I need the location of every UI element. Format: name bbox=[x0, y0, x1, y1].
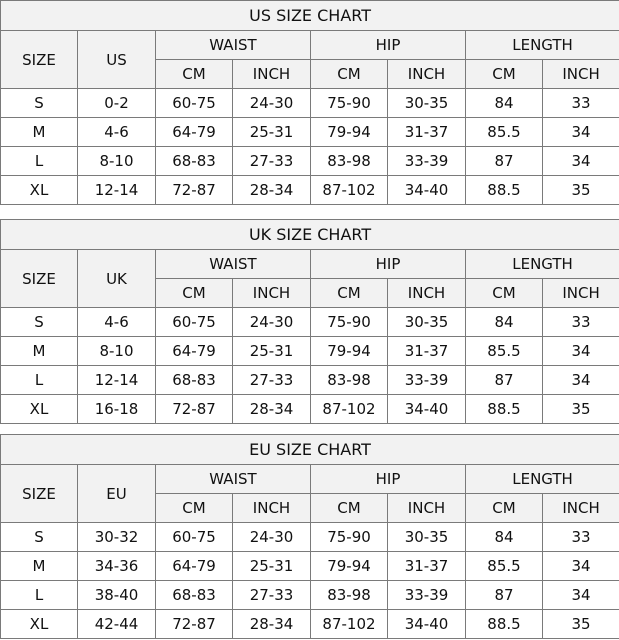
length-header: LENGTH bbox=[466, 465, 619, 494]
hip-inch-cell: 33-39 bbox=[388, 366, 466, 395]
size-cell: M bbox=[1, 552, 78, 581]
size-cell: L bbox=[1, 581, 78, 610]
size-chart-table bbox=[0, 0, 619, 205]
table-row bbox=[1, 366, 619, 395]
waist-header: WAIST bbox=[156, 31, 311, 60]
waist-cm-header: CM bbox=[156, 494, 233, 523]
waist-cm-cell: 72-87 bbox=[156, 610, 233, 639]
waist-inch-cell: 24-30 bbox=[233, 523, 311, 552]
length-cm-cell: 85.5 bbox=[466, 552, 543, 581]
size-cell: L bbox=[1, 366, 78, 395]
waist-inch-cell: 27-33 bbox=[233, 147, 311, 176]
hip-inch-header: INCH bbox=[388, 279, 466, 308]
hip-inch-cell: 34-40 bbox=[388, 395, 466, 424]
size-cell: S bbox=[1, 308, 78, 337]
length-inch-cell: 34 bbox=[543, 366, 619, 395]
size-header: SIZE bbox=[1, 250, 78, 308]
hip-inch-cell: 30-35 bbox=[388, 523, 466, 552]
size-cell: XL bbox=[1, 610, 78, 639]
waist-cm-cell: 68-83 bbox=[156, 147, 233, 176]
hip-cm-cell: 79-94 bbox=[311, 337, 388, 366]
region-cell: 8-10 bbox=[78, 337, 156, 366]
waist-inch-cell: 24-30 bbox=[233, 308, 311, 337]
hip-inch-header: INCH bbox=[388, 494, 466, 523]
length-cm-cell: 84 bbox=[466, 523, 543, 552]
region-cell: 16-18 bbox=[78, 395, 156, 424]
waist-cm-cell: 68-83 bbox=[156, 366, 233, 395]
waist-cm-cell: 64-79 bbox=[156, 552, 233, 581]
region-cell: 8-10 bbox=[78, 147, 156, 176]
table-row bbox=[1, 523, 619, 552]
hip-cm-header: CM bbox=[311, 60, 388, 89]
region-cell: 12-14 bbox=[78, 176, 156, 205]
waist-header: WAIST bbox=[156, 250, 311, 279]
waist-inch-cell: 28-34 bbox=[233, 610, 311, 639]
waist-inch-header: INCH bbox=[233, 279, 311, 308]
length-inch-cell: 35 bbox=[543, 395, 619, 424]
length-cm-cell: 88.5 bbox=[466, 176, 543, 205]
length-inch-cell: 35 bbox=[543, 176, 619, 205]
length-cm-header: CM bbox=[466, 494, 543, 523]
hip-cm-cell: 79-94 bbox=[311, 552, 388, 581]
waist-cm-cell: 60-75 bbox=[156, 308, 233, 337]
length-cm-cell: 84 bbox=[466, 89, 543, 118]
region-cell: 4-6 bbox=[78, 118, 156, 147]
hip-cm-cell: 87-102 bbox=[311, 610, 388, 639]
region-header: UK bbox=[78, 250, 156, 308]
waist-inch-cell: 25-31 bbox=[233, 337, 311, 366]
length-cm-cell: 87 bbox=[466, 366, 543, 395]
size-cell: XL bbox=[1, 176, 78, 205]
waist-inch-cell: 24-30 bbox=[233, 89, 311, 118]
waist-inch-cell: 27-33 bbox=[233, 581, 311, 610]
length-inch-cell: 33 bbox=[543, 308, 619, 337]
hip-cm-cell: 75-90 bbox=[311, 523, 388, 552]
length-inch-cell: 34 bbox=[543, 552, 619, 581]
region-cell: 42-44 bbox=[78, 610, 156, 639]
waist-inch-cell: 25-31 bbox=[233, 118, 311, 147]
waist-inch-cell: 28-34 bbox=[233, 176, 311, 205]
hip-inch-header: INCH bbox=[388, 60, 466, 89]
region-cell: 4-6 bbox=[78, 308, 156, 337]
table-row bbox=[1, 118, 619, 147]
size-header: SIZE bbox=[1, 31, 78, 89]
chart-title: EU SIZE CHART bbox=[1, 435, 619, 465]
waist-inch-header: INCH bbox=[233, 494, 311, 523]
hip-inch-cell: 34-40 bbox=[388, 176, 466, 205]
size-chart-table bbox=[0, 434, 619, 639]
region-cell: 30-32 bbox=[78, 523, 156, 552]
size-chart-table bbox=[0, 219, 619, 424]
length-inch-cell: 33 bbox=[543, 89, 619, 118]
table-row bbox=[1, 581, 619, 610]
length-inch-header: INCH bbox=[543, 279, 619, 308]
region-cell: 34-36 bbox=[78, 552, 156, 581]
hip-cm-header: CM bbox=[311, 494, 388, 523]
table-row bbox=[1, 308, 619, 337]
region-header: US bbox=[78, 31, 156, 89]
region-header: EU bbox=[78, 465, 156, 523]
hip-cm-cell: 87-102 bbox=[311, 176, 388, 205]
length-cm-cell: 87 bbox=[466, 581, 543, 610]
length-header: LENGTH bbox=[466, 31, 619, 60]
length-cm-cell: 87 bbox=[466, 147, 543, 176]
table-row bbox=[1, 395, 619, 424]
waist-cm-cell: 64-79 bbox=[156, 118, 233, 147]
size-chart-uk bbox=[0, 219, 619, 424]
table-row bbox=[1, 147, 619, 176]
waist-cm-cell: 72-87 bbox=[156, 176, 233, 205]
waist-header: WAIST bbox=[156, 465, 311, 494]
hip-cm-cell: 75-90 bbox=[311, 89, 388, 118]
waist-cm-cell: 68-83 bbox=[156, 581, 233, 610]
waist-cm-header: CM bbox=[156, 279, 233, 308]
size-cell: M bbox=[1, 118, 78, 147]
length-cm-cell: 88.5 bbox=[466, 610, 543, 639]
hip-inch-cell: 30-35 bbox=[388, 89, 466, 118]
length-inch-header: INCH bbox=[543, 60, 619, 89]
length-cm-cell: 88.5 bbox=[466, 395, 543, 424]
length-inch-cell: 34 bbox=[543, 147, 619, 176]
length-inch-cell: 34 bbox=[543, 337, 619, 366]
hip-cm-cell: 87-102 bbox=[311, 395, 388, 424]
waist-cm-cell: 60-75 bbox=[156, 523, 233, 552]
length-inch-header: INCH bbox=[543, 494, 619, 523]
table-row bbox=[1, 610, 619, 639]
hip-inch-cell: 31-37 bbox=[388, 118, 466, 147]
region-cell: 12-14 bbox=[78, 366, 156, 395]
waist-inch-cell: 27-33 bbox=[233, 366, 311, 395]
length-cm-cell: 84 bbox=[466, 308, 543, 337]
region-cell: 38-40 bbox=[78, 581, 156, 610]
hip-cm-cell: 83-98 bbox=[311, 581, 388, 610]
hip-cm-header: CM bbox=[311, 279, 388, 308]
waist-cm-cell: 64-79 bbox=[156, 337, 233, 366]
hip-header: HIP bbox=[311, 250, 466, 279]
table-row bbox=[1, 176, 619, 205]
hip-inch-cell: 31-37 bbox=[388, 337, 466, 366]
hip-inch-cell: 33-39 bbox=[388, 147, 466, 176]
waist-cm-cell: 72-87 bbox=[156, 395, 233, 424]
size-header: SIZE bbox=[1, 465, 78, 523]
table-row bbox=[1, 337, 619, 366]
hip-cm-cell: 83-98 bbox=[311, 147, 388, 176]
table-row bbox=[1, 552, 619, 581]
size-cell: S bbox=[1, 89, 78, 118]
size-chart-us bbox=[0, 0, 619, 205]
length-inch-cell: 34 bbox=[543, 118, 619, 147]
hip-cm-cell: 83-98 bbox=[311, 366, 388, 395]
hip-inch-cell: 33-39 bbox=[388, 581, 466, 610]
hip-inch-cell: 30-35 bbox=[388, 308, 466, 337]
hip-header: HIP bbox=[311, 465, 466, 494]
chart-title: UK SIZE CHART bbox=[1, 220, 619, 250]
waist-cm-header: CM bbox=[156, 60, 233, 89]
length-inch-cell: 34 bbox=[543, 581, 619, 610]
length-cm-header: CM bbox=[466, 279, 543, 308]
size-cell: M bbox=[1, 337, 78, 366]
hip-inch-cell: 31-37 bbox=[388, 552, 466, 581]
size-cell: XL bbox=[1, 395, 78, 424]
size-cell: L bbox=[1, 147, 78, 176]
waist-inch-header: INCH bbox=[233, 60, 311, 89]
waist-inch-cell: 28-34 bbox=[233, 395, 311, 424]
hip-cm-cell: 79-94 bbox=[311, 118, 388, 147]
size-cell: S bbox=[1, 523, 78, 552]
length-cm-cell: 85.5 bbox=[466, 337, 543, 366]
hip-inch-cell: 34-40 bbox=[388, 610, 466, 639]
chart-title: US SIZE CHART bbox=[1, 1, 619, 31]
table-row bbox=[1, 89, 619, 118]
length-inch-cell: 35 bbox=[543, 610, 619, 639]
waist-cm-cell: 60-75 bbox=[156, 89, 233, 118]
region-cell: 0-2 bbox=[78, 89, 156, 118]
length-cm-cell: 85.5 bbox=[466, 118, 543, 147]
hip-header: HIP bbox=[311, 31, 466, 60]
size-chart-eu bbox=[0, 434, 619, 639]
waist-inch-cell: 25-31 bbox=[233, 552, 311, 581]
hip-cm-cell: 75-90 bbox=[311, 308, 388, 337]
length-header: LENGTH bbox=[466, 250, 619, 279]
length-cm-header: CM bbox=[466, 60, 543, 89]
length-inch-cell: 33 bbox=[543, 523, 619, 552]
